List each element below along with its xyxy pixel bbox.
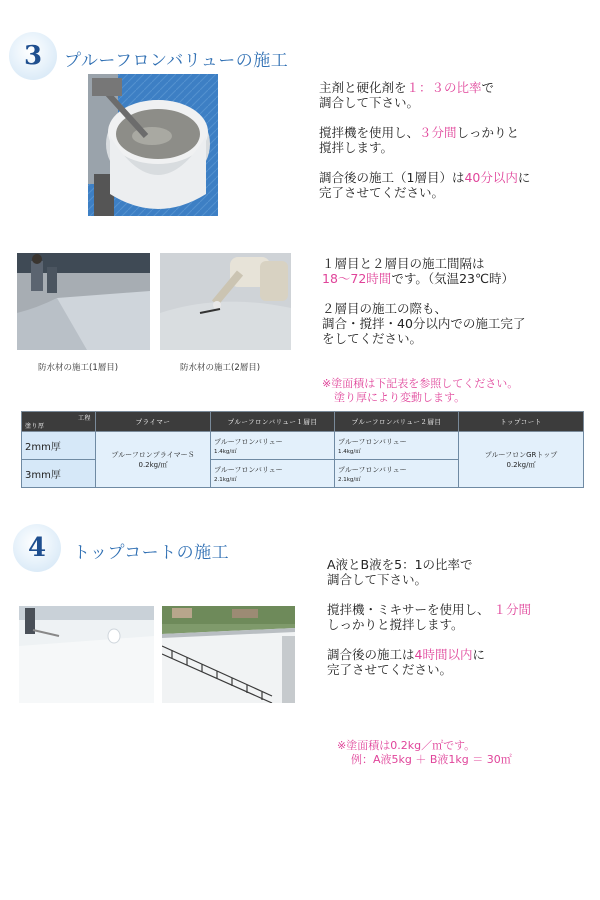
header-layer2: プルーフロンバリュー２層目 (335, 412, 459, 432)
section3-stir-text: 撹拌機を使用し、３分間しっかりと 撹拌します。 (319, 125, 520, 155)
layer2-application-photo (160, 253, 291, 350)
layer1-cell: プルーフロンバリュー 1.4kg/㎡ (211, 432, 335, 460)
layer1-caption: 防水材の施工(1層目) (38, 363, 119, 373)
layer2-cell: プルーフロンバリュー 1.4kg/㎡ (335, 432, 459, 460)
layer2-cell: プルーフロンバリュー 2.1kg/㎡ (335, 460, 459, 488)
section4-pot-life-text: 調合後の施工は4時間以内に 完了させてください。 (327, 647, 485, 677)
coverage-table (21, 411, 584, 488)
table-header-row (22, 412, 584, 432)
section3-pot-life-text: 調合後の施工（1層目）は40分以内に 完了させてください。 (319, 170, 531, 200)
table-row (22, 432, 584, 460)
section3-title: プルーフロンバリューの施工 (64, 51, 289, 71)
section3-mix-ratio-text: 主剤と硬化剤を１：３の比率で 調合して下さい。 (319, 80, 495, 110)
layer1-cell: プルーフロンバリュー 2.1kg/㎡ (211, 460, 335, 488)
header-layer1: プルーフロンバリュー１層目 (211, 412, 335, 432)
header-primer: プライマー (96, 412, 211, 432)
layer1-application-photo (17, 253, 150, 350)
section3-number-badge: 3 (9, 32, 57, 80)
rooftop-finished-photo (162, 606, 295, 703)
mixing-bucket-photo (88, 74, 218, 216)
section4-mix-ratio-text: A液とB液を5：1の比率で 調合して下さい。 (327, 557, 473, 587)
section4-coverage-note: ※塗面積は0.2kg／㎡です。 例：A液5kg ＋ B液1kg ＝ 30㎡ (337, 739, 512, 766)
row-label-2mm: 2mm厚 (22, 432, 96, 460)
section4-stir-text: 撹拌機・ミキサーを使用し、 １分間 しっかりと撹拌します。 (327, 602, 532, 632)
section3-second-layer-text: ２層目の施工の際も、 調合・撹拌・40分以内での施工完了 をしてください。 (322, 301, 526, 346)
table-corner-header: 工程 塗り厚 (22, 412, 96, 432)
section3-interval-text: １層目と２層目の施工間隔は 18〜72時間です。（気温23℃時） (322, 256, 515, 286)
topcoat-cell: プルーフロンGRトップ 0.2kg/㎡ (459, 432, 584, 488)
topcoat-application-photo (19, 606, 154, 703)
section4-title: トップコートの施工 (73, 543, 230, 563)
section4-number-badge: 4 (13, 524, 61, 572)
row-label-3mm: 3mm厚 (22, 460, 96, 488)
layer2-caption: 防水材の施工(2層目) (180, 363, 261, 373)
section3-coverage-note: ※塗面積は下記表を参照してください。 塗り厚により変動します。 (322, 377, 519, 404)
header-topcoat: トップコート (459, 412, 584, 432)
primer-cell: プルーフロンプライマーＳ 0.2kg/㎡ (96, 432, 211, 488)
